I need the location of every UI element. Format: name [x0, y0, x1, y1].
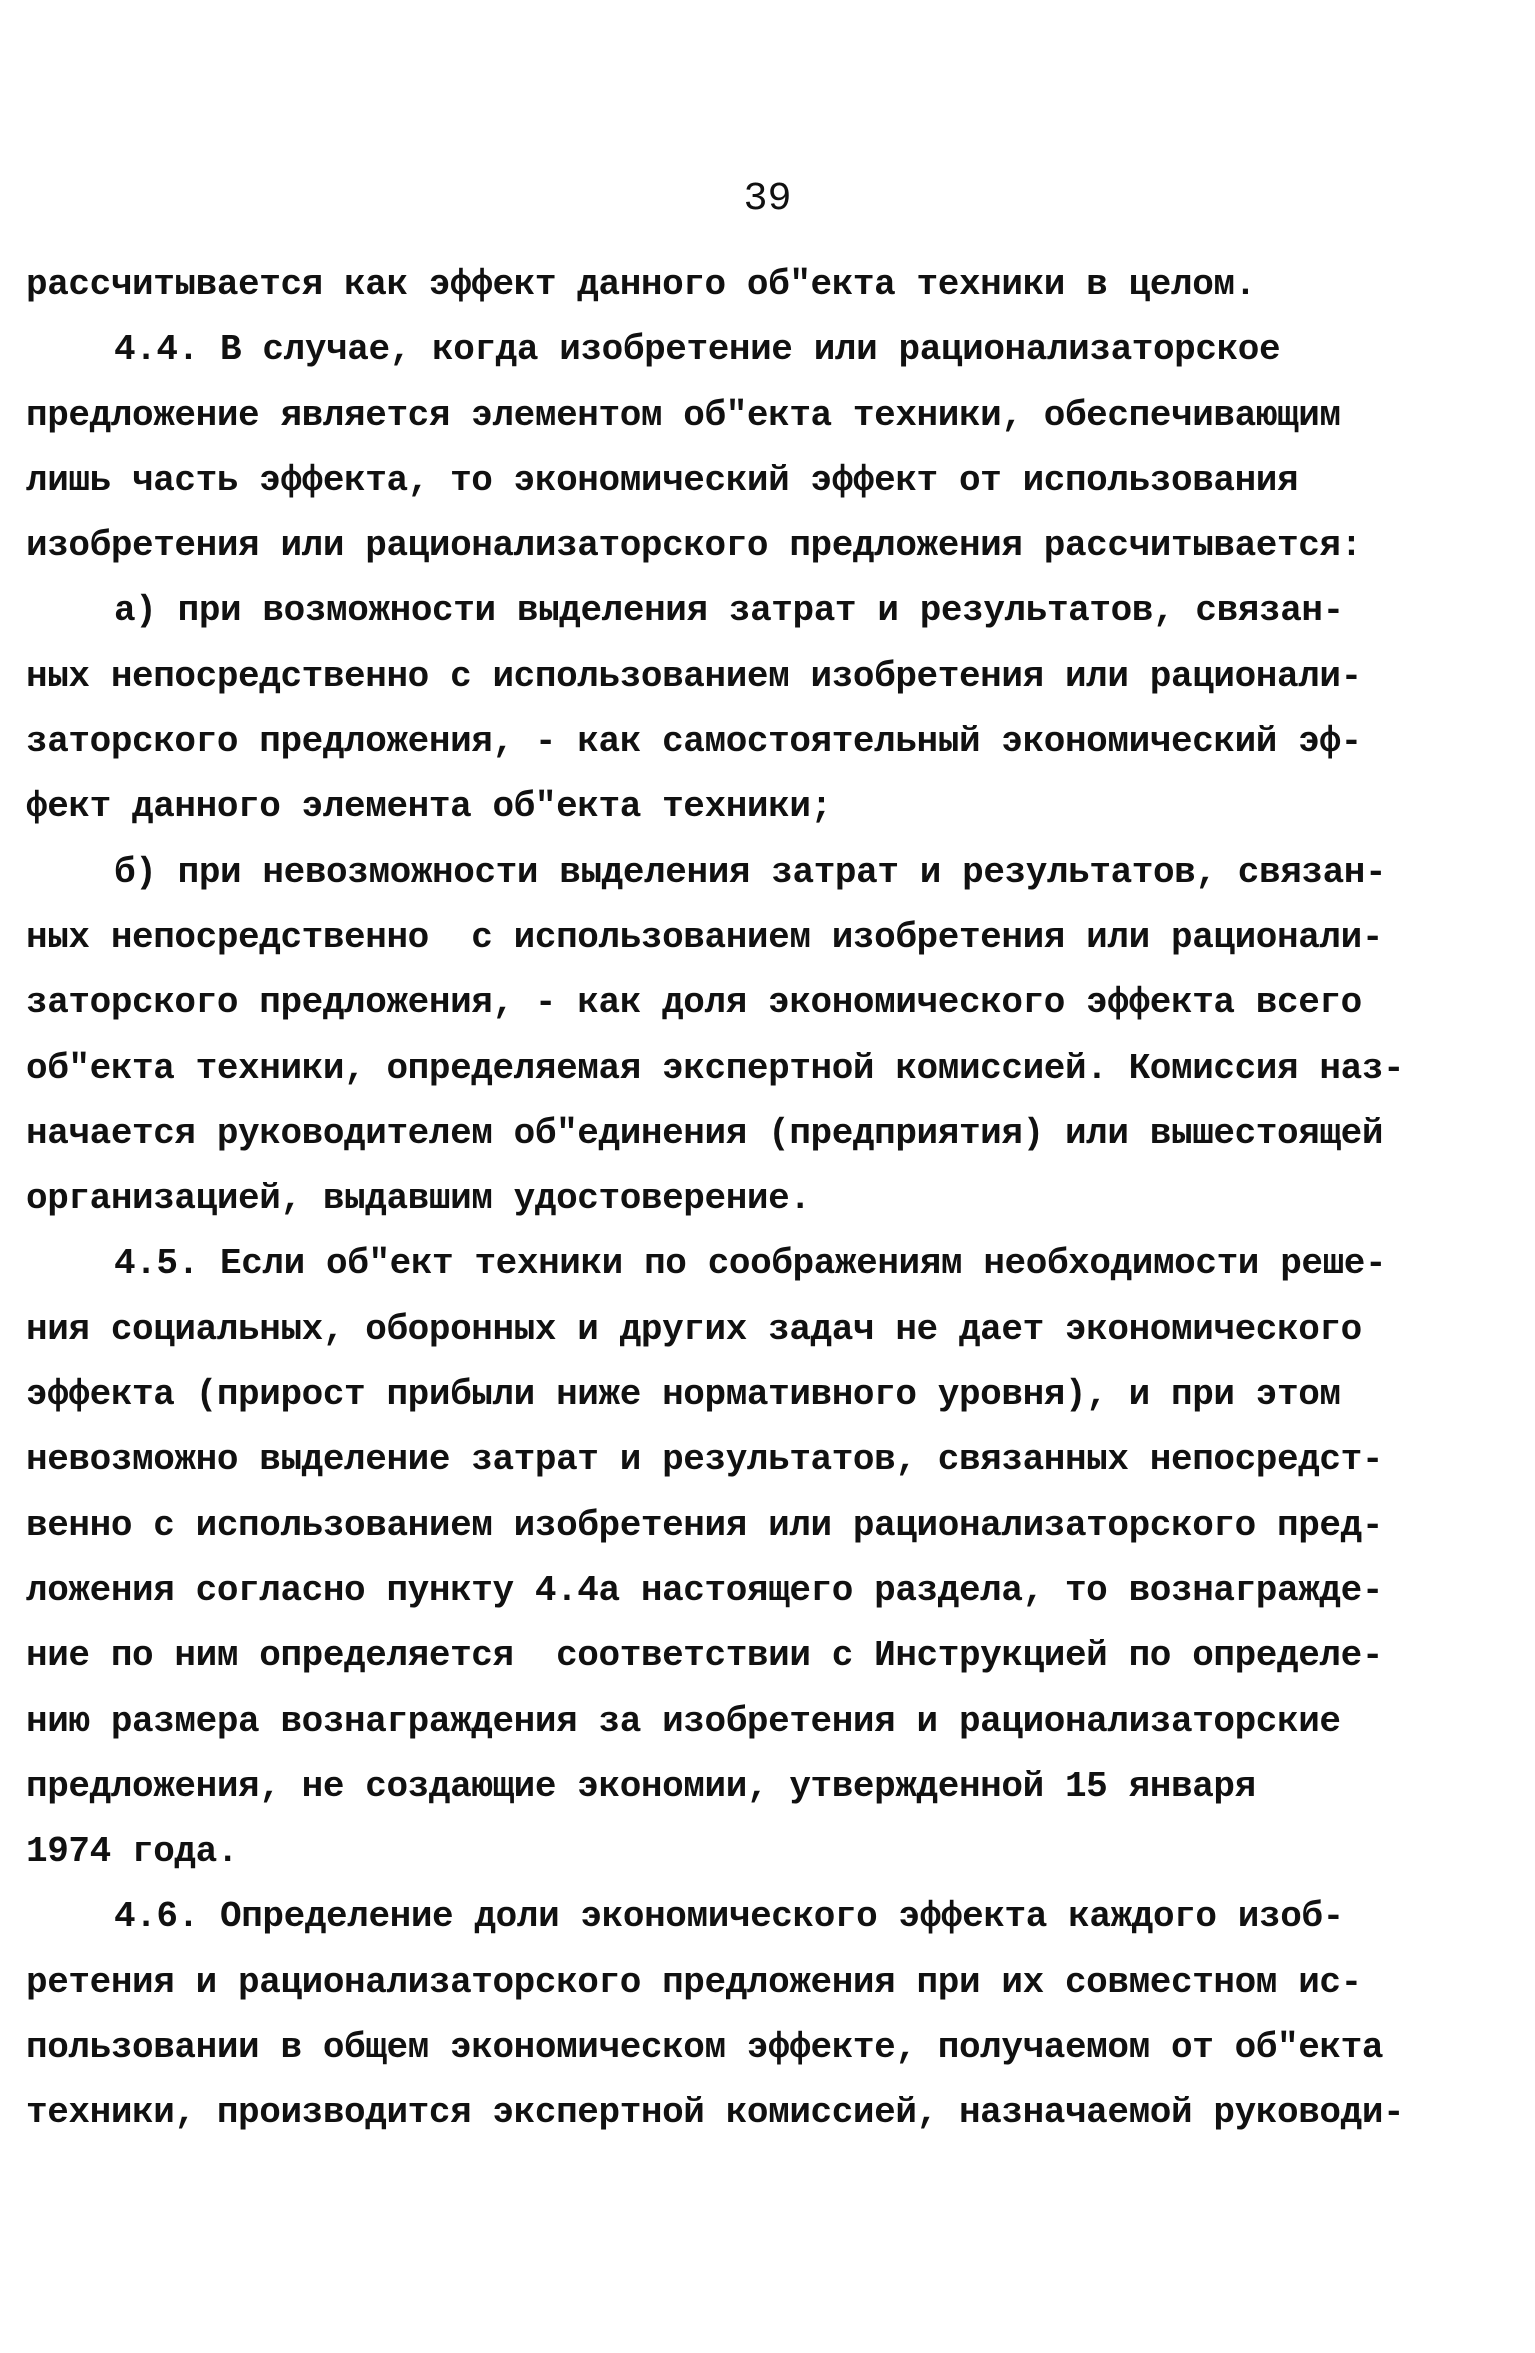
text-line: ложения согласно пункту 4.4а настоящего раздела, то вознагражде- — [26, 1569, 1384, 1611]
text-line: ных непосредственно с использованием изобретения или рационали- — [26, 916, 1384, 958]
text-line: предложения, не создающие экономии, утвержденной 15 января — [26, 1765, 1256, 1807]
text-line: изобретения или рационализаторского предложения рассчитывается: — [26, 525, 1362, 567]
text-line: ния социальных, оборонных и других задач не дает экономического — [26, 1308, 1362, 1350]
page-number: 39 — [743, 177, 792, 222]
text-line: заторского предложения, - как самостоятельный экономический эф- — [26, 721, 1362, 763]
text-line: организацией, выдавшим удостоверение. — [26, 1178, 811, 1220]
text-line: ретения и рационализаторского предложения при их совместном ис- — [26, 1961, 1362, 2003]
text-line: техники, производится экспертной комиссией, назначаемой руководи- — [26, 2092, 1405, 2134]
text-line: 4.6. Определение доли экономического эффекта каждого изоб- — [114, 1896, 1344, 1938]
text-line: заторского предложения, - как доля экономического эффекта всего — [26, 982, 1362, 1024]
text-line: об"екта техники, определяемая экспертной комиссией. Комиссия наз- — [26, 1047, 1405, 1089]
text-line: пользовании в общем экономическом эффекте, получаемом от об"екта — [26, 2027, 1384, 2069]
text-line: а) при возможности выделения затрат и результатов, связан- — [114, 590, 1344, 632]
text-line: рассчитывается как эффект данного об"екта техники в целом. — [26, 264, 1256, 305]
text-line: 1974 года. — [26, 1831, 239, 1873]
text-line: венно с использованием изобретения или рационализаторского пред- — [26, 1504, 1384, 1546]
text-line: 4.5. Если об"ект техники по соображениям необходимости реше- — [114, 1243, 1387, 1285]
text-line: 4.4. В случае, когда изобретение или рационализаторское — [114, 329, 1281, 371]
text-line: невозможно выделение затрат и результатов, связанных непосредст- — [26, 1439, 1384, 1481]
text-line: эффекта (прирост прибыли ниже нормативного уровня), и при этом — [26, 1374, 1341, 1416]
text-line: лишь часть эффекта, то экономический эффект от использования — [26, 459, 1299, 501]
text-line: нию размера вознаграждения за изобретения и рационализаторские — [26, 1700, 1341, 1742]
text-line: ных непосредственно с использованием изобретения или рационали- — [26, 655, 1362, 697]
text-line: фект данного элемента об"екта техники; — [26, 786, 832, 828]
text-line: начается руководителем об"единения (предприятия) или вышестоящей — [26, 1112, 1384, 1154]
text-line: ние по ним определяется соответствии с Инструкцией по определе- — [26, 1635, 1384, 1677]
body-text — [26, 252, 1405, 2146]
text-line: б) при невозможности выделения затрат и результатов, связан- — [114, 851, 1387, 893]
text-line: предложение является элементом об"екта техники, обеспечивающим — [26, 394, 1341, 436]
